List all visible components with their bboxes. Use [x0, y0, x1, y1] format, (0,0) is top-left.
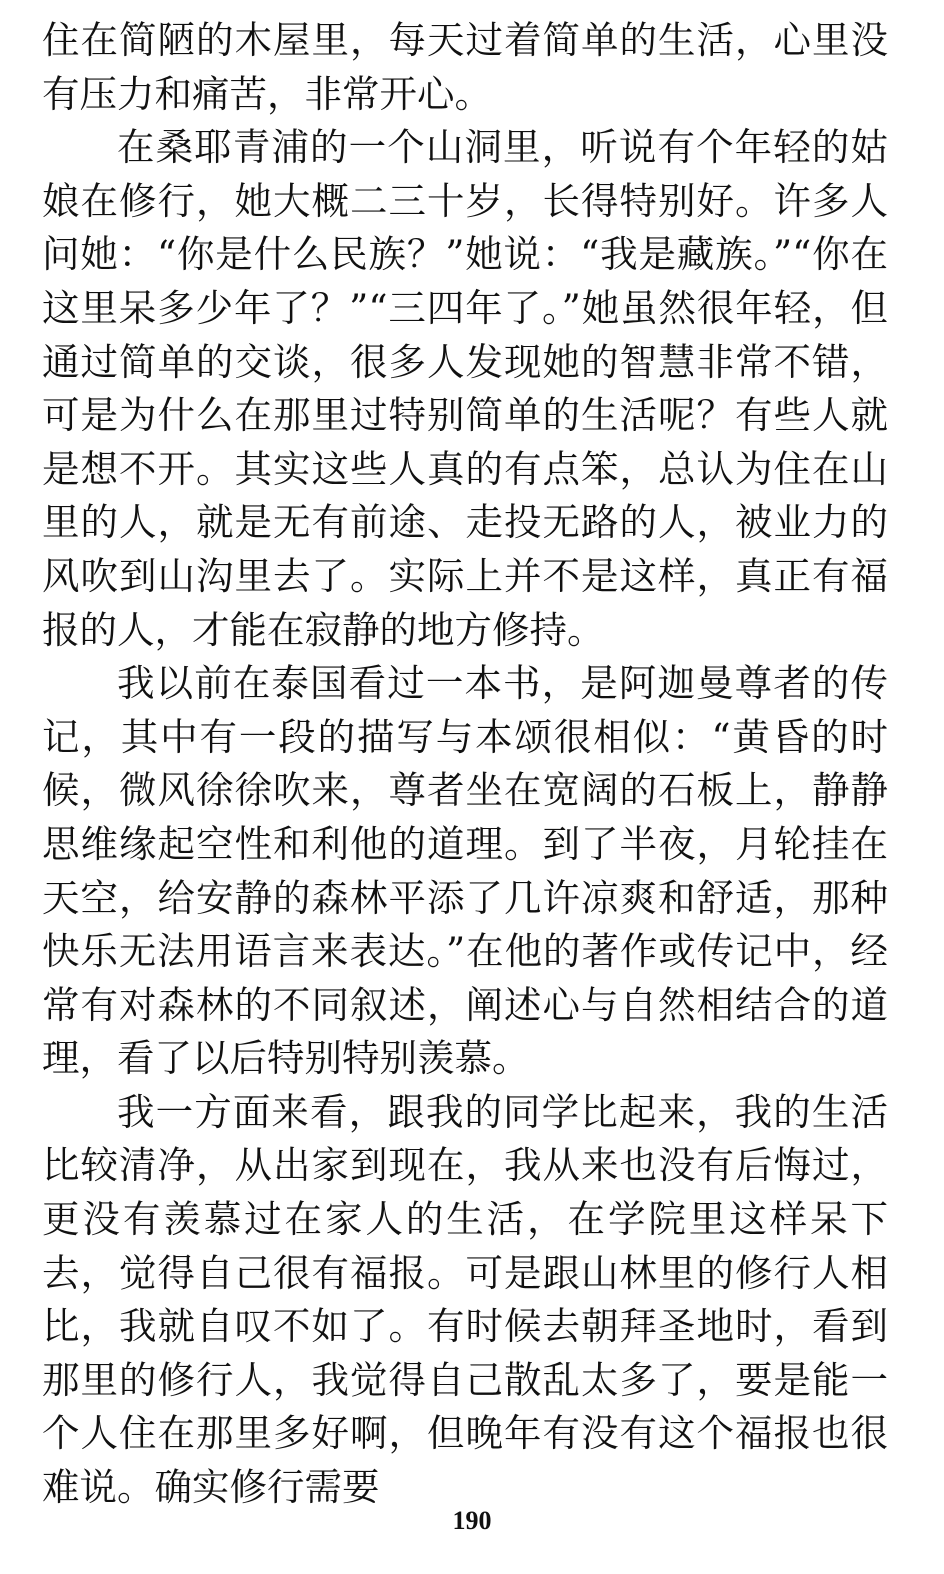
paragraph-ajahn-mun: 我以前在泰国看过一本书，是阿迦曼尊者的传记，其中有一段的描写与本颂很相似：“黄昏的时候，微风徐徐吹来，尊者坐在宽阔的石板上，静静思维缘起空性和利他的道理。到了半夜，月轮挂在天空，给安静的森林平添了几许凉爽和舒适，那种快乐无法用语言来表达。”在他的著作或传记中，经常有对森林的不同叙述，阐述心与自然相结合的道理，看了以后特别特别羡慕。 — [42, 661, 888, 1081]
paragraph-sangye-cave: 在桑耶青浦的一个山洞里，听说有个年轻的姑娘在修行，她大概二三十岁，长得特别好。许多人问她：“你是什么民族？”她说：“我是藏族。”“你在这里呆多少年了？”“三四年了。”她虽然很年轻，但通过简单的交谈，很多人发现她的智慧非常不错，可是为什么在那里过特别简单的生活呢？有些人就是想不开。其实这些人真的有点笨，总认为住在山里的人，就是无有前途、走投无路的人，被业力的风吹到山沟里去了。实际上并不是这样，真正有福报的人，才能在寂静的地方修持。 — [42, 125, 888, 652]
paragraph-personal-reflection: 我一方面来看，跟我的同学比起来，我的生活比较清净，从出家到现在，我从来也没有后悔过，更没有羡慕过在家人的生活，在学院里这样呆下去，觉得自己很有福报。可是跟山林里的修行人相比，我就自叹不如了。有时候去朝拜圣地时，看到那里的修行人，我觉得自己散乱太多了，要是能一个人住在那里多好啊，但晚年有没有这个福报也很难说。确实修行需要 — [42, 1089, 888, 1510]
body-text — [42, 14, 888, 1515]
page-number: 190 — [452, 1506, 492, 1535]
paragraph-continued: 住在简陋的木屋里，每天过着简单的生活，心里没有压力和痛苦，非常开心。 — [42, 18, 888, 116]
